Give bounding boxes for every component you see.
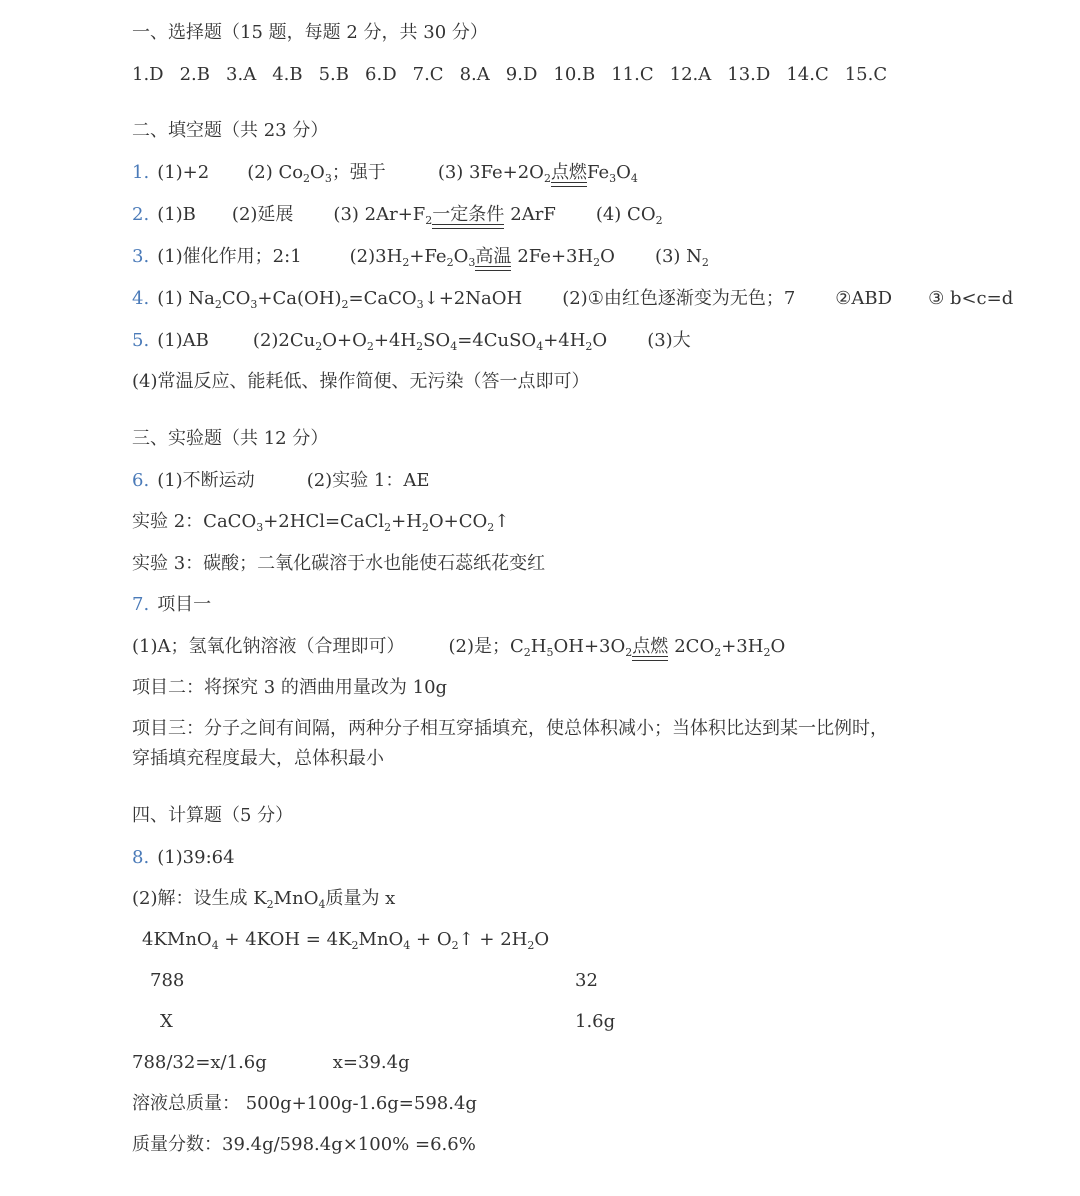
fill-q1: 1. (1)+2 (2) $Co_2O_3$；强于 (3) $3Fe+2O_2$点燃$Fe_3O_4$ [132, 162, 638, 185]
molar-mass-o2: 32 [575, 970, 598, 991]
answer-part: MnO [358, 929, 404, 950]
answer-part: O [453, 246, 469, 267]
mc-answer: 6.D [365, 64, 397, 85]
answer-part: O [592, 330, 608, 351]
answer-part: + 4KOH = 4K [218, 929, 352, 950]
answer-part: +4H [373, 330, 417, 351]
fill-q3: 3. (1)催化作用；2:1 $(2)3H_2+Fe_2O_3$高温 $2Fe+3H_2O$ (3) $N_2$ [132, 246, 709, 269]
answer-part: OH+3O [553, 636, 626, 657]
answer-part: 质量为 x [325, 888, 396, 909]
q-number: 3. [132, 246, 150, 267]
q-number: 1. [132, 162, 150, 183]
answer-part: (2)①由红色逐渐变为无色；7 [562, 288, 796, 309]
answer-part: +3H [721, 636, 764, 657]
q-number: 2. [132, 204, 150, 225]
reaction-condition: 点燃 [632, 636, 669, 657]
answer-part: (3)大 [647, 330, 691, 351]
answer-part: (2)延展 [231, 204, 294, 225]
answer-part: CO [221, 288, 251, 309]
mc-answer: 9.D [505, 64, 538, 85]
mc-answer: 15.C [844, 64, 888, 85]
mc-answer: 7.C [412, 64, 444, 85]
answer-part: O [616, 162, 631, 183]
answer-part: +Ca(OH) [257, 288, 342, 309]
answer-part: ②ABD [835, 288, 893, 309]
section-1-title: 一、选择题（15 题，每题 2 分，共 30 分） [132, 22, 488, 43]
answer-part: (1)39:64 [157, 847, 235, 868]
answer-part: SO [423, 330, 451, 351]
q-number: 4. [132, 288, 150, 309]
answer-part: (2)3H [349, 246, 403, 267]
calc-q8-equation: 4KMnO$_4$ + $4KOH = 4K_2MnO_4$ + $O_2↑ + 2H_2O$ [142, 929, 550, 952]
fill-q5-part4: (4)常温反应、能耗低、操作简便、无污染（答一点即可） [132, 371, 590, 392]
fill-q2: 2. (1)B (2)延展 (3) $2Ar+F_2$一定条件 2ArF (4) $CO_2$ [132, 204, 663, 227]
answer-part: (1)A；氢氧化钠溶液（合理即可） [132, 636, 405, 657]
answer-part: (3) 3Fe+2O [437, 162, 544, 183]
answer-part: +H [391, 511, 422, 532]
mc-answer: 3.A [226, 64, 257, 85]
unknown-x: X [160, 1011, 173, 1032]
answer-part: (3) N [654, 246, 702, 267]
fill-q5: 5. (1)AB $(2)2Cu_2O+O_2+4H_2SO_4=4CuSO_4+4H_2O$ (3)大 [132, 330, 691, 353]
reaction-condition: 一定条件 [432, 204, 505, 225]
answer-part: O [534, 929, 550, 950]
answer-part: H [530, 636, 547, 657]
exp-q6-exp3: 实验 3：碳酸；二氧化碳溶于水也能使石蕊纸花变红 [132, 553, 546, 574]
known-mass: 1.6g [575, 1011, 616, 1032]
answer-part: 2CO [674, 636, 715, 657]
answer-part: 2Fe+3H [517, 246, 594, 267]
reaction-condition: 高温 [475, 246, 512, 267]
answer-part: (2)实验 1：AE [306, 470, 430, 491]
section-3-title: 三、实验题（共 12 分） [132, 428, 329, 449]
answer-part: (4) CO [595, 204, 656, 225]
exp-q7-project1: (1)A；氢氧化钠溶液（合理即可） (2)是；$C_2H_5OH+3O_2$点燃 $2CO_2+3H_2O$ [132, 636, 786, 659]
answer-part: (1)AB [157, 330, 209, 351]
answer-part: 4KMnO [142, 929, 212, 950]
mc-answer: 10.B [553, 64, 596, 85]
mc-answer: 8.A [459, 64, 490, 85]
answer-part: O+O [322, 330, 367, 351]
answer-part: (1)催化作用；2:1 [157, 246, 302, 267]
mc-answer: 14.C [786, 64, 829, 85]
answer-part: ↑ [494, 511, 510, 532]
answer-part: (2) Co [247, 162, 304, 183]
q-number: 8. [132, 847, 150, 868]
calc-q8-setup: (2)解：设生成 $K_2MnO_4$质量为 x [132, 888, 396, 911]
answer-part: +4H [543, 330, 586, 351]
answer-part: =CaCO [348, 288, 417, 309]
answer-part: ③ b<c=d [928, 288, 1014, 309]
answer-part: (1)+2 [157, 162, 210, 183]
answer-part: +Fe [409, 246, 447, 267]
calc-q8 [132, 847, 235, 869]
exp-q7 [132, 594, 211, 616]
q-number: 6. [132, 470, 150, 491]
answer-part: 实验 2：CaCO [132, 511, 257, 532]
answer-part: O+CO [428, 511, 488, 532]
exp-q6 [132, 470, 430, 492]
answer-part: ；强于 [331, 162, 386, 183]
mc-answer: 5.B [318, 64, 350, 85]
mc-answer: 4.B [272, 64, 303, 85]
answer-part: (3) 2Ar+F [333, 204, 426, 225]
answer-part: + O [410, 929, 452, 950]
molar-mass-kmno4: 788 [150, 970, 185, 991]
q-number: 7. [132, 594, 150, 615]
answer-part: (1)B [157, 204, 196, 225]
mc-answer: 1.D [132, 64, 164, 85]
answer-part: O [310, 162, 325, 183]
answer-part: ↑ + 2H [458, 929, 528, 950]
answer-part: O [770, 636, 786, 657]
answer-part: MnO [273, 888, 319, 909]
section-2-title: 二、填空题（共 23 分） [132, 120, 329, 141]
answer-part: x=39.4g [332, 1052, 410, 1073]
answer-part: 2ArF [510, 204, 556, 225]
answer-part: ↓+2NaOH [423, 288, 523, 309]
answer-part: 项目一 [157, 594, 212, 615]
reaction-condition: 点燃 [550, 162, 587, 183]
answer-part: (1) Na [157, 288, 215, 309]
answer-part: (2)2Cu [252, 330, 316, 351]
mc-answer: 12.A [669, 64, 712, 85]
mc-answers-row [132, 64, 903, 86]
answer-part: (1)不断运动 [157, 470, 255, 491]
exp-q7-project3: 项目三：分子之间有间隔，两种分子相互穿插填充，使总体积减小；当体积比达到某一比例时， [132, 718, 888, 739]
exp-q7-project2: 项目二：将探究 3 的酒曲用量改为 10g [132, 677, 448, 698]
mc-answer: 11.C [611, 64, 654, 85]
exp-q7-project3-cont: 穿插填充程度最大，总体积最小 [132, 748, 384, 769]
mc-answer: 13.D [727, 64, 771, 85]
fill-q4: 4. (1) $Na_2CO_3+Ca(OH)_2=CaCO_3↓+2NaOH$ (2)①由红色逐渐变为无色；7 ②ABD ③ b<c=d [132, 288, 1014, 311]
answer-part: O [600, 246, 615, 267]
answer-part: Fe [586, 162, 610, 183]
answer-part: 788/32=x/1.6g [132, 1052, 267, 1073]
section-4-title: 四、计算题（5 分） [132, 805, 294, 826]
calc-proportion [132, 1052, 410, 1074]
answer-part: +2HCl=CaCl [263, 511, 385, 532]
answer-part: =4CuSO [457, 330, 537, 351]
answer-part: (2)是；C [448, 636, 524, 657]
calc-total-mass: 溶液总质量： 500g+100g-1.6g=598.4g [132, 1093, 477, 1114]
q-number: 5. [132, 330, 150, 351]
exp-q6-exp2: 实验 2：$CaCO_3+2HCl=CaCl_2+H_2O+CO_2↑$ [132, 511, 510, 534]
mc-answer: 2.B [179, 64, 211, 85]
answer-part: (2)解：设生成 K [132, 888, 267, 909]
calc-mass-fraction: 质量分数：39.4g/598.4g×100% =6.6% [132, 1134, 476, 1155]
